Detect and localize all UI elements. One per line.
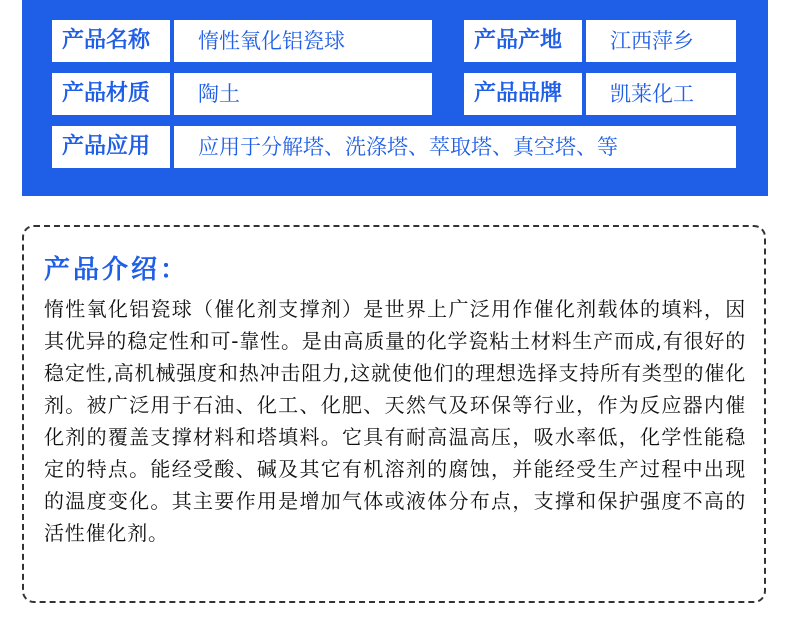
spec-label-application: 产品应用: [52, 126, 170, 168]
spec-row-material: [52, 73, 432, 115]
spec-value-material: 陶土: [174, 73, 432, 115]
spec-label-origin: 产品产地: [464, 20, 582, 62]
spec-row-name: [52, 20, 432, 62]
intro-heading: 产品介绍：: [44, 255, 190, 285]
spec-label-name: 产品名称: [52, 20, 170, 62]
product-spec-panel: [22, 0, 768, 196]
spec-row-application: [52, 126, 736, 168]
spec-label-material: 产品材质: [52, 73, 170, 115]
spec-row-origin: [464, 20, 736, 62]
spec-value-name: 惰性氧化铝瓷球: [174, 20, 432, 62]
spec-row-brand: [464, 73, 736, 115]
product-intro-box: [22, 225, 766, 603]
spec-value-origin: 江西萍乡: [586, 20, 736, 62]
spec-value-application: 应用于分解塔、洗涤塔、萃取塔、真空塔、等: [174, 126, 736, 168]
intro-body-text: 惰性氧化铝瓷球（催化剂支撑剂）是世界上广泛用作催化剂载体的填料，因其优异的稳定性和可-靠性。是由高质量的化学瓷粘土材料生产而成,有很好的稳定性,高机械强度和热冲击阻力,这就使他们的理想选择支持所有类型的催化剂。被广泛用于石油、化工、化肥、天然气及环保等行业，作为反应器内催化剂的覆盖支撑材料和塔填料。它具有耐高温高压，吸水率低，化学性能稳定的特点。能经受酸、碱及其它有机溶剂的腐蚀，并能经受生产过程中出现的温度变化。其主要作用是增加气体或液体分布点，支撑和保护强度不高的活性催化剂。: [44, 297, 746, 545]
spec-value-brand: 凯莱化工: [586, 73, 736, 115]
spec-label-brand: 产品品牌: [464, 73, 582, 115]
